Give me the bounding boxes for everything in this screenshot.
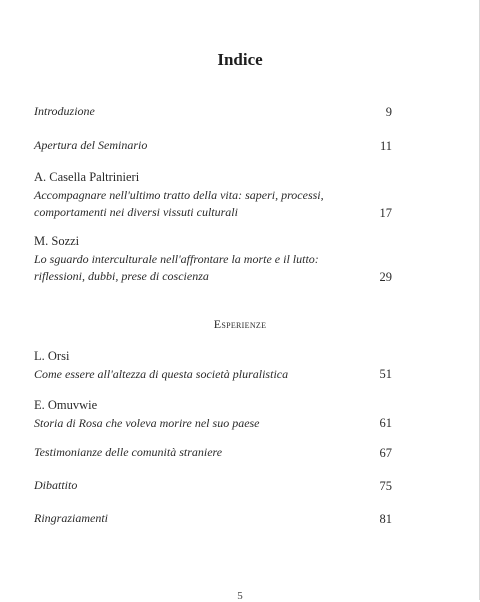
entry-page: 29 (379, 269, 392, 284)
entry-page: 67 (379, 445, 392, 460)
entry-title-line-2: riflessioni, dubbi, prese di coscienza (34, 269, 209, 283)
toc-entry (34, 169, 392, 222)
section-heading: Esperienze (213, 317, 267, 331)
entry-author: M. Sozzi (34, 234, 80, 248)
toc-entry (34, 137, 392, 155)
page-title: Indice (217, 50, 263, 69)
toc-entry (34, 103, 392, 121)
entry-title: Introduzione (34, 104, 95, 118)
entry-title: Apertura del Seminario (34, 138, 148, 152)
entry-title-line-1: Lo sguardo interculturale nell'affrontare la morte e il lutto: (34, 251, 319, 266)
entry-page: 81 (379, 511, 392, 526)
entry-page: 61 (379, 415, 392, 430)
toc-entry (34, 348, 392, 383)
entry-title: Dibattito (34, 478, 78, 492)
entry-title-line-1: Accompagnare nell'ultimo tratto della vita: saperi, processi, (34, 187, 324, 202)
entry-page: 75 (379, 478, 392, 493)
entry-author: A. Casella Paltrinieri (34, 170, 140, 184)
toc-entry (34, 233, 392, 286)
entry-author: L. Orsi (34, 349, 70, 363)
entry-page: 17 (379, 205, 392, 220)
toc-entry (34, 477, 392, 495)
entry-page: 51 (379, 366, 392, 381)
entry-title: Storia di Rosa che voleva morire nel suo paese (34, 415, 260, 430)
entry-title: Ringraziamenti (34, 511, 108, 525)
entry-title: Come essere all'altezza di questa società pluralistica (34, 366, 289, 381)
toc-entry (34, 444, 392, 462)
entry-author: E. Omuvwie (34, 398, 98, 412)
entry-page: 11 (379, 138, 392, 153)
entry-title-line-2: comportamenti nei diversi vissuti culturali (34, 205, 238, 219)
page-number: 5 (237, 590, 243, 602)
entry-title: Testimonianze delle comunità straniere (34, 445, 223, 459)
entry-page: 9 (385, 104, 392, 119)
toc-entry (34, 397, 392, 432)
toc-entry (34, 510, 392, 528)
